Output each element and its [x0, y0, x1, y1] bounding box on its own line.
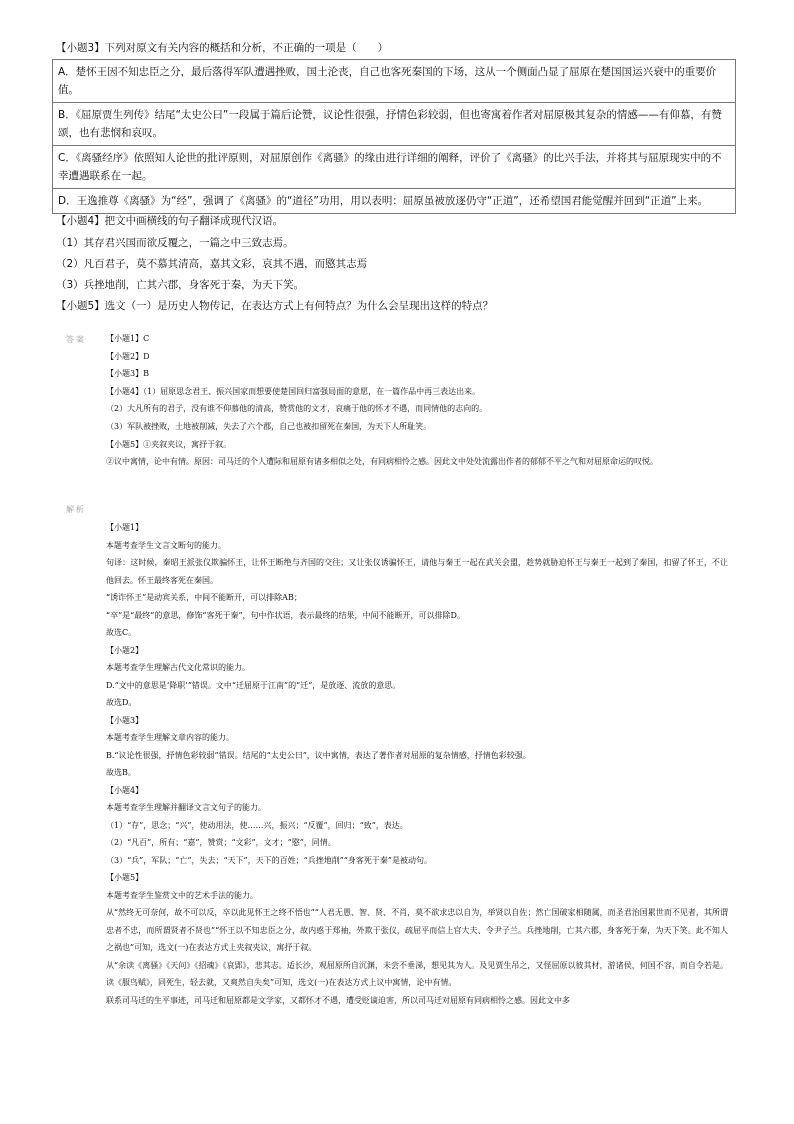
option-row-c [53, 146, 736, 189]
explanation-line: 【小题1】 [106, 523, 144, 532]
answer-label: 答案 [66, 335, 86, 344]
option-row-b [53, 103, 736, 146]
answer-line: 【小题5】①夹叙夹议，寓抒于叙。 [106, 439, 232, 449]
question-5-title: 【小题5】选文（一）是历史人物传记，在表达方式上有何特点？为什么会呈现出这样的特点？ [56, 300, 494, 312]
explanation-line: 本题考查学生鉴赏文中的艺术手法的能力。 [106, 890, 258, 900]
explanation-line: （1）“存”，思念；“兴”，使动用法，使……兴，振兴；“反覆”，回归；“致”，表达。 [106, 820, 408, 830]
explanation-line: B.“议论性很强，抒情色彩较弱”错误。结尾的“太史公曰”，议中寓情，表达了著作者对屈原的复杂情感，抒情色彩较强。 [106, 750, 531, 760]
answer-line: （3）军队被挫败，土地被削减，失去了六个郡，自己也被扣留死在秦国，为天下人所耻笑。 [106, 421, 432, 431]
explanation-line: 句译：这时候，秦昭王派张仪欺骗怀王，让怀王断绝与齐国的交往；又让张仪诱骗怀王，请他与秦王一起在武关会盟，趁势就胁迫怀王与秦王一起到了秦国，扣留了怀王，不让他回去。怀王最终客死在秦国。 [106, 558, 728, 585]
question-3-options-table [52, 59, 736, 214]
question-4-item-1: （1）其存君兴国而欲反覆之，一篇之中三致志焉。 [56, 237, 294, 249]
explanation-line: （2）“凡百”，所有；“嘉”，赞赏；“文彩”，文才；“愍”，同情。 [106, 838, 336, 847]
question-3-title: 【小题3】下列对原文有关内容的概括和分析，不正确的一项是（ ） [56, 42, 389, 54]
explanation-line: “卒”是“最终”的意思，修饰“客死于秦”，句中作状语，表示最终的结果，中间不能断开，可以排除D。 [106, 610, 465, 620]
explanation-line: 【小题2】 [106, 645, 144, 655]
explanation-line: 本题考查学生理解古代文化常识的能力。 [106, 663, 250, 672]
explanation-line: 【小题3】 [106, 715, 144, 725]
explanation-line: 【小题5】 [106, 873, 144, 882]
answer-line: 【小题2】D [106, 351, 150, 361]
answer-line: 【小题4】（1）屈原思念君王、振兴国家而想要使楚国回归富强局面的意愿，在一篇作品中再三表达出来。 [106, 386, 481, 396]
explanation-label: 解析 [66, 505, 86, 514]
explanation-line: 故选B。 [106, 768, 136, 777]
answer-line: （2）大凡所有的君子，没有谁不仰慕他的清高，赞赏他的文才，哀痛于他的怀才不遇，而同情他的志向的。 [106, 404, 488, 414]
explanation-line: 联系司马迁的生平事迹，司马迁和屈原都是文学家，又都怀才不遇，遭受贬谪迫害，所以司马迁对屈原有同病相怜之感。因此文中多 [106, 995, 570, 1005]
explanation-section [106, 519, 728, 1009]
explanation-line: 故选C。 [106, 628, 137, 637]
answer-line: 【小题1】C [106, 334, 150, 343]
answer-line: ②议中寓情，论中有情。原因：司马迁的个人遭际和屈原有诸多相似之处，有同病相怜之感。因此文中处处流露出作者的郁郁不平之气和对屈原命运的叹悦。 [106, 457, 658, 467]
answer-line: 【小题3】B [106, 369, 149, 379]
question-4-title: 【小题4】把文中画横线的句子翻译成现代汉语。 [56, 215, 284, 227]
explanation-line: 从“余读《离骚》《天问》《招魂》《哀郢》，悲其志。适长沙，观屈原所自沉渊，未尝不垂涕，想见其为人。及见贾生吊之，又怪屈原以彼其材，游诸侯，何国不容，而自令若是。读《服鸟赋》，同死生，轻去就，又爽然自失矣”可知，选文(一)在表达方式上议中寓情，论中有情。 [106, 960, 728, 987]
explanation-line: 本题考查学生文言文断句的能力。 [106, 540, 226, 550]
option-a: A．楚怀王因不知忠臣之分，最后落得军队遭遇挫败，国土沦丧，自己也客死秦国的下场，这从一个侧面凸显了屈原在楚国国运兴衰中的重要价值。 [53, 60, 736, 103]
option-c: C．《离骚经序》依照知人论世的批评原则，对屈原创作《离骚》的缘由进行详细的阐释，评价了《离骚》的比兴手法，并将其与屈原现实中的不幸遭遇联系在一起。 [53, 146, 736, 189]
explanation-line: 本题考查学生理解并翻译文言文句子的能力。 [106, 803, 266, 812]
explanation-line: （3）“兵”，军队；“亡”，失去；“天下”，天下的百姓；“兵挫地削”“身客死于秦”是被动句。 [106, 855, 432, 865]
option-row-d [53, 189, 736, 214]
explanation-line: D.“文中的意思是‘降职’”错误。文中“迁屈原于江南”的“迁”，是放逐、流放的意思。 [106, 680, 401, 690]
explanation-line: 故选D。 [106, 698, 137, 707]
answer-section [106, 330, 726, 471]
explanation-line: 本题考查学生理解文章内容的能力。 [106, 733, 234, 742]
option-b: B．《屈原贾生列传》结尾“太史公曰”一段属于篇后论赞，议论性很强，抒情色彩较弱，但也寄寓着作者对屈原极其复杂的情感——有仰慕，有赞颂，也有悲悯和哀叹。 [53, 103, 736, 146]
explanation-line: 【小题4】 [106, 785, 144, 795]
question-4-item-2: （2）凡百君子，莫不慕其清高，嘉其文彩，哀其不遇，而愍其志焉 [56, 258, 368, 270]
explanation-line: 从“然终无可奈何，故不可以反，卒以此见怀王之终不悟也”“人君无愚、智、贤、不肖，莫不欲求忠以自为，举贤以自佐；然亡国破家相随属，而圣君治国累世而不见者，其所谓忠者不忠，而所谓贤者不贤也”“怀王以不知忠臣之分，故内惑于郑袖，外欺于张仪，疏屈平而信上官大夫、令尹子兰。兵挫地削，亡其六郡，身客死于秦，为天下笑。此不知人之祸也”可知，选文(一)在表达方式上夹叙夹议，寓抒于叙。 [106, 908, 728, 952]
question-4-item-3: （3）兵挫地削，亡其六郡，身客死于秦，为天下笑。 [56, 279, 305, 291]
option-row-a [53, 60, 736, 103]
option-d: D．王逸推尊《离骚》为“经”，强调了《离骚》的“道径”功用，用以表明：屈原虽被放逐仍守“正道”，还希望国君能觉醒并回到“正道”上来。 [53, 189, 736, 214]
explanation-line: “诱诈怀王”是动宾关系，中间不能断开，可以排除AB； [106, 593, 302, 602]
